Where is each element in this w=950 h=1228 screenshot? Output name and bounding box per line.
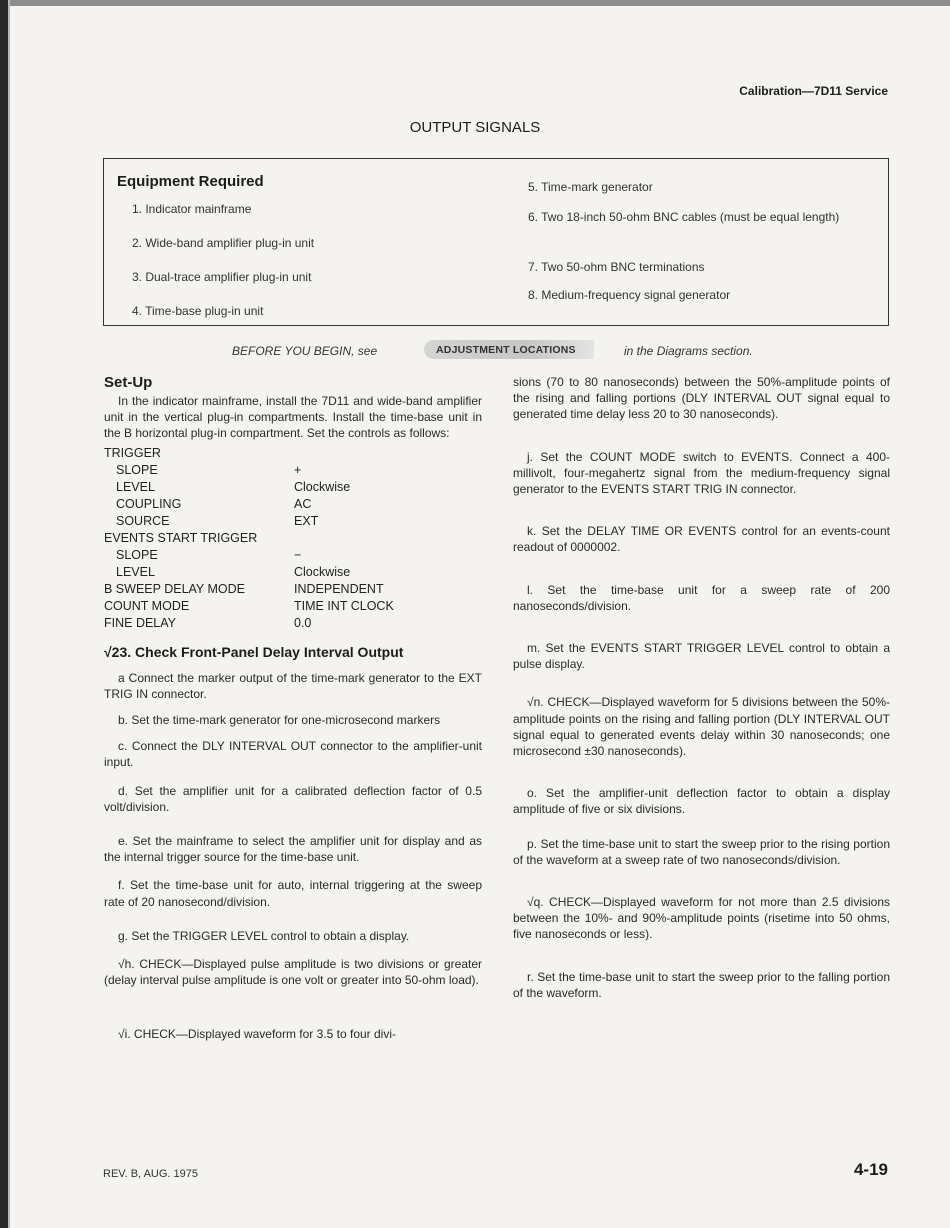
- step-p: p. Set the time-base unit to start the sweep prior to the rising portion of the waveform at a sweep rate of two nanoseconds/division.: [513, 836, 890, 867]
- setup-intro: In the indicator mainframe, install the 7D11 and wide-band amplifier unit in the vertical plug-in compartments. Install the time-base unit in the B horizontal plug-in compartment. Set the controls as follows:: [104, 394, 482, 441]
- control-setting-row: [104, 564, 482, 581]
- step-j: j. Set the COUNT MODE switch to EVENTS. Connect a 400-millivolt, four-megahertz signal from the medium-frequency signal generator to the EVENTS START TRIG IN connector.: [513, 449, 890, 497]
- step-i: √i. CHECK—Displayed waveform for 3.5 to four divi-: [118, 1027, 397, 1042]
- step-n: √n. CHECK—Displayed waveform for 5 divisions between the 50%-amplitude points on the rising and falling portion (DLY INTERVAL OUT signal equal to generated events delay within 30 nanoseconds; one microsecond ±30 nanoseconds).: [513, 695, 890, 759]
- control-name: B SWEEP DELAY MODE: [104, 581, 246, 596]
- control-value: 0.0: [294, 615, 312, 630]
- control-setting-row: [104, 445, 482, 462]
- control-setting-row: [104, 615, 482, 632]
- step-l: l. Set the time-base unit for a sweep rate of 200 nanoseconds/division.: [513, 582, 890, 613]
- control-setting-row: [104, 547, 482, 564]
- control-value: AC: [294, 496, 312, 511]
- before-you-begin-prefix: BEFORE YOU BEGIN, see: [232, 344, 378, 358]
- control-name: SLOPE: [116, 462, 158, 477]
- equipment-item: 3. Dual-trace amplifier plug-in unit: [132, 270, 312, 284]
- scan-edge-left: [0, 0, 8, 1228]
- control-setting-row: [104, 462, 482, 479]
- step-r: r. Set the time-base unit to start the sweep prior to the falling portion of the waveform.: [513, 969, 890, 1000]
- control-value: Clockwise: [294, 479, 351, 494]
- control-value: Clockwise: [294, 564, 351, 579]
- page-number: 4-19: [853, 1160, 888, 1179]
- step-a: a Connect the marker output of the time-mark generator to the EXT TRIG IN connector.: [104, 670, 482, 701]
- step-d: d. Set the amplifier unit for a calibrated deflection factor of 0.5 volt/division.: [104, 783, 482, 814]
- control-value: [294, 530, 482, 547]
- equipment-required-box: [103, 158, 889, 326]
- step-b: b. Set the time-mark generator for one-microsecond markers: [118, 713, 441, 728]
- revision-note: REV. B, AUG. 1975: [103, 1168, 198, 1180]
- step-c: c. Connect the DLY INTERVAL OUT connector to the amplifier-unit input.: [104, 739, 482, 770]
- control-name: FINE DELAY: [104, 615, 177, 630]
- control-setting-row: [104, 513, 482, 530]
- step-q: √q. CHECK—Displayed waveform for not more than 2.5 divisions between the 10%- and 90%-amplitude points (risetime into 50 ohms, five nanoseconds or less).: [513, 895, 890, 942]
- step-23-heading: √23. Check Front-Panel Delay Interval Output: [104, 643, 404, 660]
- control-name: SOURCE: [116, 513, 170, 528]
- control-name: LEVEL: [116, 479, 155, 494]
- control-name: SLOPE: [116, 547, 158, 562]
- control-setting-row: [104, 581, 482, 598]
- step-h: √h. CHECK—Displayed pulse amplitude is two divisions or greater (delay interval pulse amplitude is one volt or greater into 50-ohm load).: [104, 957, 482, 988]
- adjustment-locations-badge: ADJUSTMENT LOCATIONS: [424, 340, 594, 359]
- step-k: k. Set the DELAY TIME OR EVENTS control for an events-count readout of 0000002.: [513, 524, 890, 555]
- control-value: +: [294, 462, 302, 477]
- control-value: INDEPENDENT: [294, 581, 384, 596]
- control-value: −: [294, 547, 302, 562]
- equipment-item: 7. Two 50-ohm BNC terminations: [528, 260, 705, 274]
- control-name: TRIGGER: [104, 445, 161, 460]
- right-column: [513, 374, 890, 1001]
- control-value: [294, 445, 482, 462]
- equipment-item: 5. Time-mark generator: [528, 180, 653, 194]
- step-i-continued: sions (70 to 80 nanoseconds) between the 50%-amplitude points of the rising and falling portions (DLY INTERVAL OUT signal equal to generated time delay less 20 to 30 nanoseconds).: [513, 375, 890, 422]
- control-setting-row: [104, 479, 482, 496]
- before-you-begin-suffix: in the Diagrams section.: [624, 344, 753, 358]
- control-value: EXT: [294, 513, 319, 528]
- step-o: o. Set the amplifier-unit deflection factor to obtain a display amplitude of five or six divisions.: [513, 786, 890, 817]
- control-setting-row: [104, 496, 482, 513]
- step-e: e. Set the mainframe to select the amplifier unit for display and as the internal trigger source for the time-base unit.: [104, 834, 482, 865]
- control-setting-row: [104, 598, 482, 615]
- control-name: COUNT MODE: [104, 598, 190, 613]
- control-settings-list: [104, 445, 482, 632]
- setup-heading: Set-Up: [104, 374, 153, 391]
- step-f: f. Set the time-base unit for auto, internal triggering at the sweep rate of 20 nanosecond/division.: [104, 878, 482, 909]
- control-name: LEVEL: [116, 564, 155, 579]
- left-column: [104, 374, 482, 1043]
- equipment-heading: Equipment Required: [117, 173, 264, 190]
- control-name: EVENTS START TRIGGER: [104, 530, 258, 545]
- step-m: m. Set the EVENTS START TRIGGER LEVEL control to obtain a pulse display.: [513, 641, 890, 672]
- equipment-item: 1. Indicator mainframe: [132, 202, 252, 216]
- page-title: OUTPUT SIGNALS: [409, 119, 541, 136]
- equipment-item: 2. Wide-band amplifier plug-in unit: [132, 236, 315, 250]
- control-setting-row: [104, 530, 482, 547]
- running-head: Calibration—7D11 Service: [739, 84, 888, 98]
- equipment-item: 8. Medium-frequency signal generator: [528, 288, 731, 302]
- control-name: COUPLING: [116, 496, 182, 511]
- equipment-item: 6. Two 18-inch 50-ohm BNC cables (must be equal length): [528, 210, 840, 224]
- step-g: g. Set the TRIGGER LEVEL control to obtain a display.: [118, 928, 410, 943]
- equipment-item: 4. Time-base plug-in unit: [132, 304, 264, 318]
- control-value: TIME INT CLOCK: [294, 598, 394, 613]
